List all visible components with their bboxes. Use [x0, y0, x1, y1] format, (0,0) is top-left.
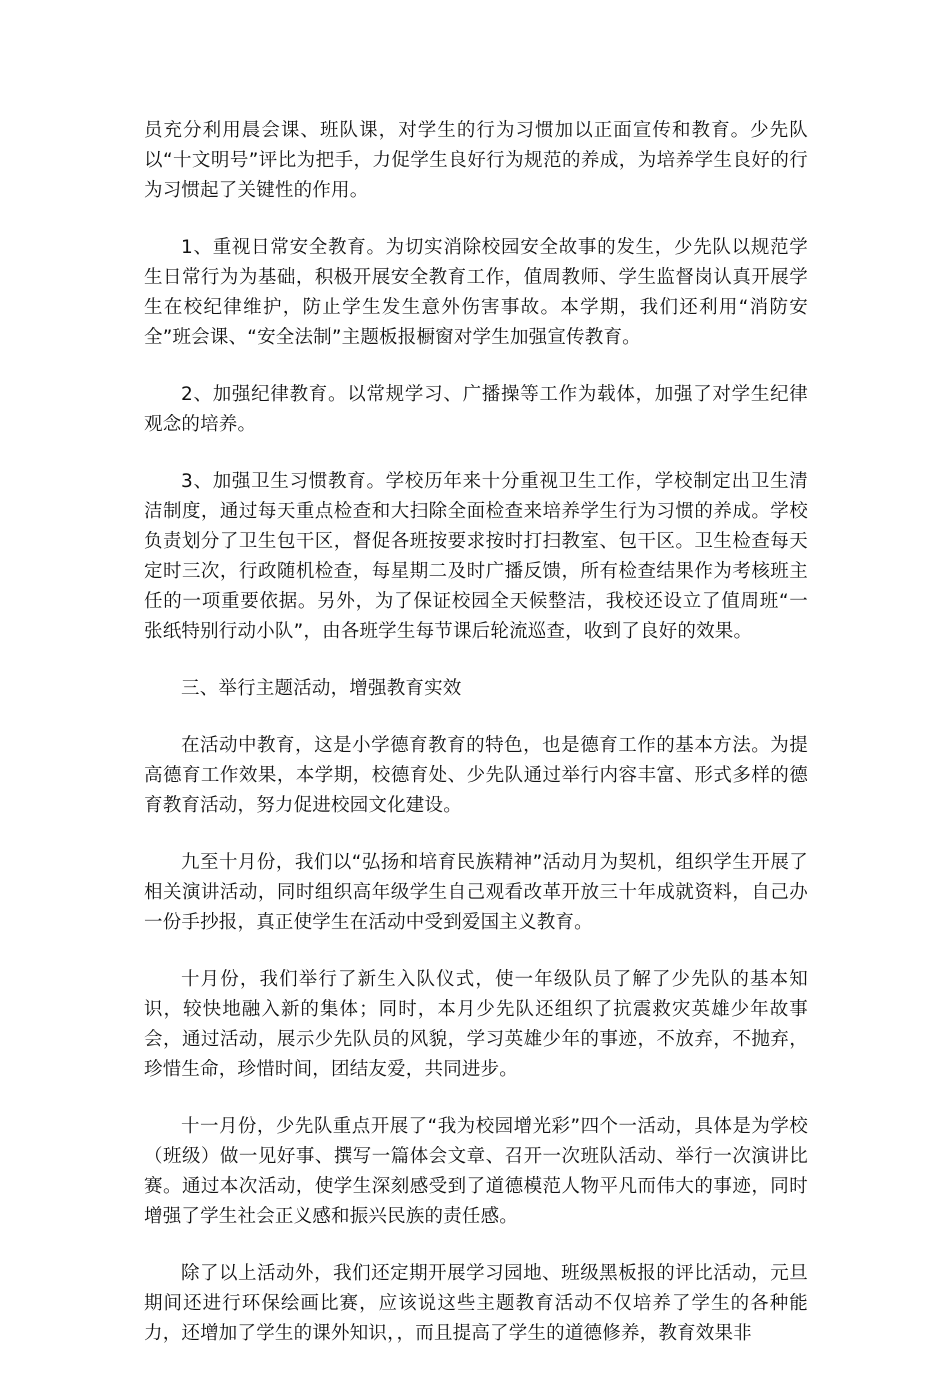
paragraph-discipline-education: 2、加强纪律教育。以常规学习、广播操等工作为载体，加强了对学生纪律观念的培养。: [144, 384, 808, 435]
paragraph-activity-education: 在活动中教育，这是小学德育教育的特色，也是德育工作的基本方法。为提高德育工作效果，本学期，校德育处、少先队通过举行内容丰富、形式多样的德育教育活动，努力促进校园文化建设。: [144, 735, 808, 816]
paragraph-september-october: 九至十月份，我们以“弘扬和培育民族精神”活动月为契机，组织学生开展了相关演讲活动，同时组织高年级学生自己观看改革开放三十年成就资料，自己办一份手抄报，真正使学生在活动中受到爱国主义教育。: [144, 852, 808, 933]
paragraph-october: 十月份，我们举行了新生入队仪式，使一年级队员了解了少先队的基本知识，较快地融入新的集体；同时，本月少先队还组织了抗震救灾英雄少年故事会，通过活动，展示少先队员的风貌，学习英雄少年的事迹，不放弃，不抛弃，珍惜生命，珍惜时间，团结友爱，共同进步。: [144, 969, 808, 1080]
paragraph-other-activities: 除了以上活动外，我们还定期开展学习园地、班级黑板报的评比活动，元旦期间还进行环保绘画比赛，应该说这些主题教育活动不仅培养了学生的各种能力，还增加了学生的课外知识，，而且提高了学生的道德修养，教育效果非: [144, 1263, 808, 1344]
paragraph-safety-education: 1、重视日常安全教育。为切实消除校园安全故事的发生，少先队以规范学生日常行为为基础，积极开展安全教育工作，值周教师、学生监督岗认真开展学生在校纪律维护，防止学生发生意外伤害事故。本学期，我们还利用“消防安全”班会课、“安全法制”主题板报橱窗对学生加强宣传教育。: [144, 237, 808, 348]
paragraph-hygiene-education: 3、加强卫生习惯教育。学校历年来十分重视卫生工作，学校制定出卫生清洁制度，通过每天重点检查和大扫除全面检查来培养学生行为习惯的养成。学校负责划分了卫生包干区，督促各班按要求按时打扫教室、包干区。卫生检查每天定时三次，行政随机检查，每星期二及时广播反馈，所有检查结果作为考核班主任的一项重要依据。另外，为了保证校园全天候整洁，我校还设立了值周班“一张纸特别行动小队”，由各班学生每节课后轮流巡查，收到了良好的效果。: [144, 471, 808, 642]
section-heading-theme-activities: 三、举行主题活动，增强教育实效: [181, 678, 462, 699]
paragraph-continuation: 员充分利用晨会课、班队课，对学生的行为习惯加以正面宣传和教育。少先队以“十文明号”评比为把手，力促学生良好行为规范的养成，为培养学生良好的行为习惯起了关键性的作用。: [144, 120, 808, 201]
document-page: [144, 116, 808, 1376]
paragraph-november: 十一月份，少先队重点开展了“我为校园增光彩”四个一活动，具体是为学校（班级）做一见好事、撰写一篇体会文章、召开一次班队活动、举行一次演讲比赛。通过本次活动，使学生深刻感受到了道德模范人物平凡而伟大的事迹，同时增强了学生社会正义感和振兴民族的责任感。: [144, 1116, 808, 1227]
